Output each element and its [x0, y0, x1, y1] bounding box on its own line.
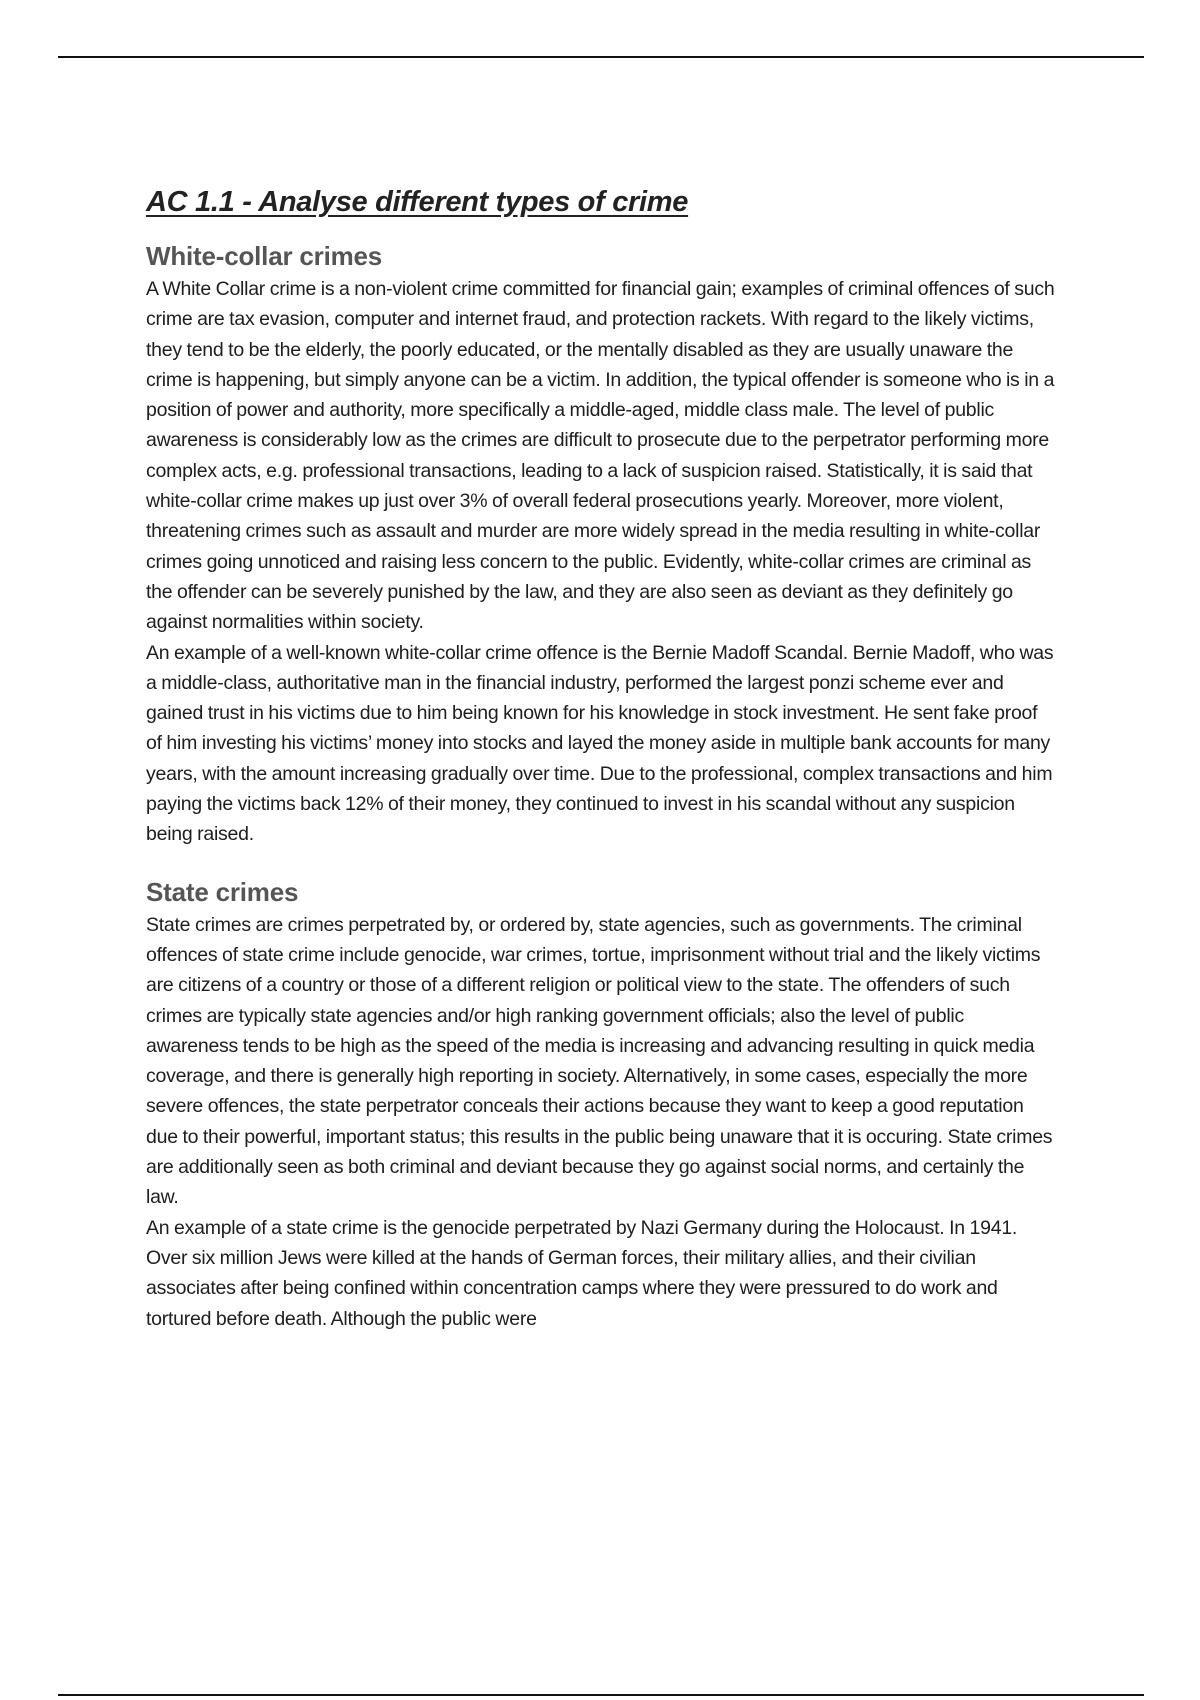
state-paragraph-2: An example of a state crime is the genocide perpetrated by Nazi Germany during the Holocaust. In 1941. Over six million Jews were killed at the hands of German forces, their military allies, and their civilian associates after being confined within concentration camps where they were pressured to do work and tortured before death. Although the public were: [146, 1216, 1018, 1330]
section-white-collar-crimes: [146, 238, 1056, 850]
section-heading-white-collar: White-collar crimes: [146, 241, 383, 271]
white-collar-paragraph-1: A White Collar crime is a non-violent crime committed for financial gain; examples of criminal offences of such crime are tax evasion, computer and internet fraud, and protection rackets. With regard to the likely victims, they tend to be the elderly, the poorly educated, or the mentally disabled as they are usually unaware the crime is happening, but simply anyone can be a victim. In addition, the typical offender is someone who is in a position of power and authority, more specifically a middle-aged, middle class male. The level of public awareness is considerably low as the crimes are difficult to prosecute due to the perpetrator performing more complex acts, e.g. professional transactions, leading to a lack of suspicion raised. Statistically, it is said that white-collar crime makes up just over 3% of overall federal prosecutions yearly. Moreover, more violent, threatening crimes such as assault and murder are more widely spread in the media resulting in white-collar crimes going unnoticed and raising less concern to the public. Evidently, white-collar crimes are criminal as the offender can be severely punished by the law, and they are also seen as deviant as they definitely go against normalities within society.: [146, 278, 1055, 634]
state-paragraph-1: State crimes are crimes perpetrated by, or ordered by, state agencies, such as governments. The criminal offences of state crime include genocide, war crimes, tortue, imprisonment without trial and the likely victims are citizens of a country or those of a different religion or political view to the state. The offenders of such crimes are typically state agencies and/or high ranking government officials; also the level of public awareness tends to be high as the speed of the media is increasing and advancing resulting in quick media coverage, and there is generally high reporting in society. Alternatively, in some cases, especially the more severe offences, the state perpetrator conceals their actions because they want to keep a good reputation due to their powerful, important status; this results in the public being unaware that it is occuring. State crimes are additionally seen as both criminal and deviant because they go against social norms, and certainly the law.: [146, 913, 1053, 1209]
white-collar-paragraph-2: An example of a well-known white-collar crime offence is the Bernie Madoff Scandal. Bernie Madoff, who was a middle-class, authoritative man in the financial industry, performed the largest ponzi scheme ever and gained trust in his victims due to him being known for his knowledge in stock investment. He sent fake proof of him investing his victims’ money into stocks and layed the money aside in multiple bank accounts for many years, with the amount increasing gradually over time. Due to the professional, complex transactions and him paying the victims back 12% of their money, they continued to invest in his scandal without any suspicion being raised.: [146, 641, 1054, 846]
header-rule: [58, 56, 1144, 58]
document-page: [146, 180, 1056, 1334]
section-heading-state: State crimes: [146, 876, 299, 907]
document-title: AC 1.1 - Analyse different types of crime: [146, 186, 689, 218]
footer-rule: [58, 1694, 1144, 1696]
section-state-crimes: [146, 874, 1056, 1334]
